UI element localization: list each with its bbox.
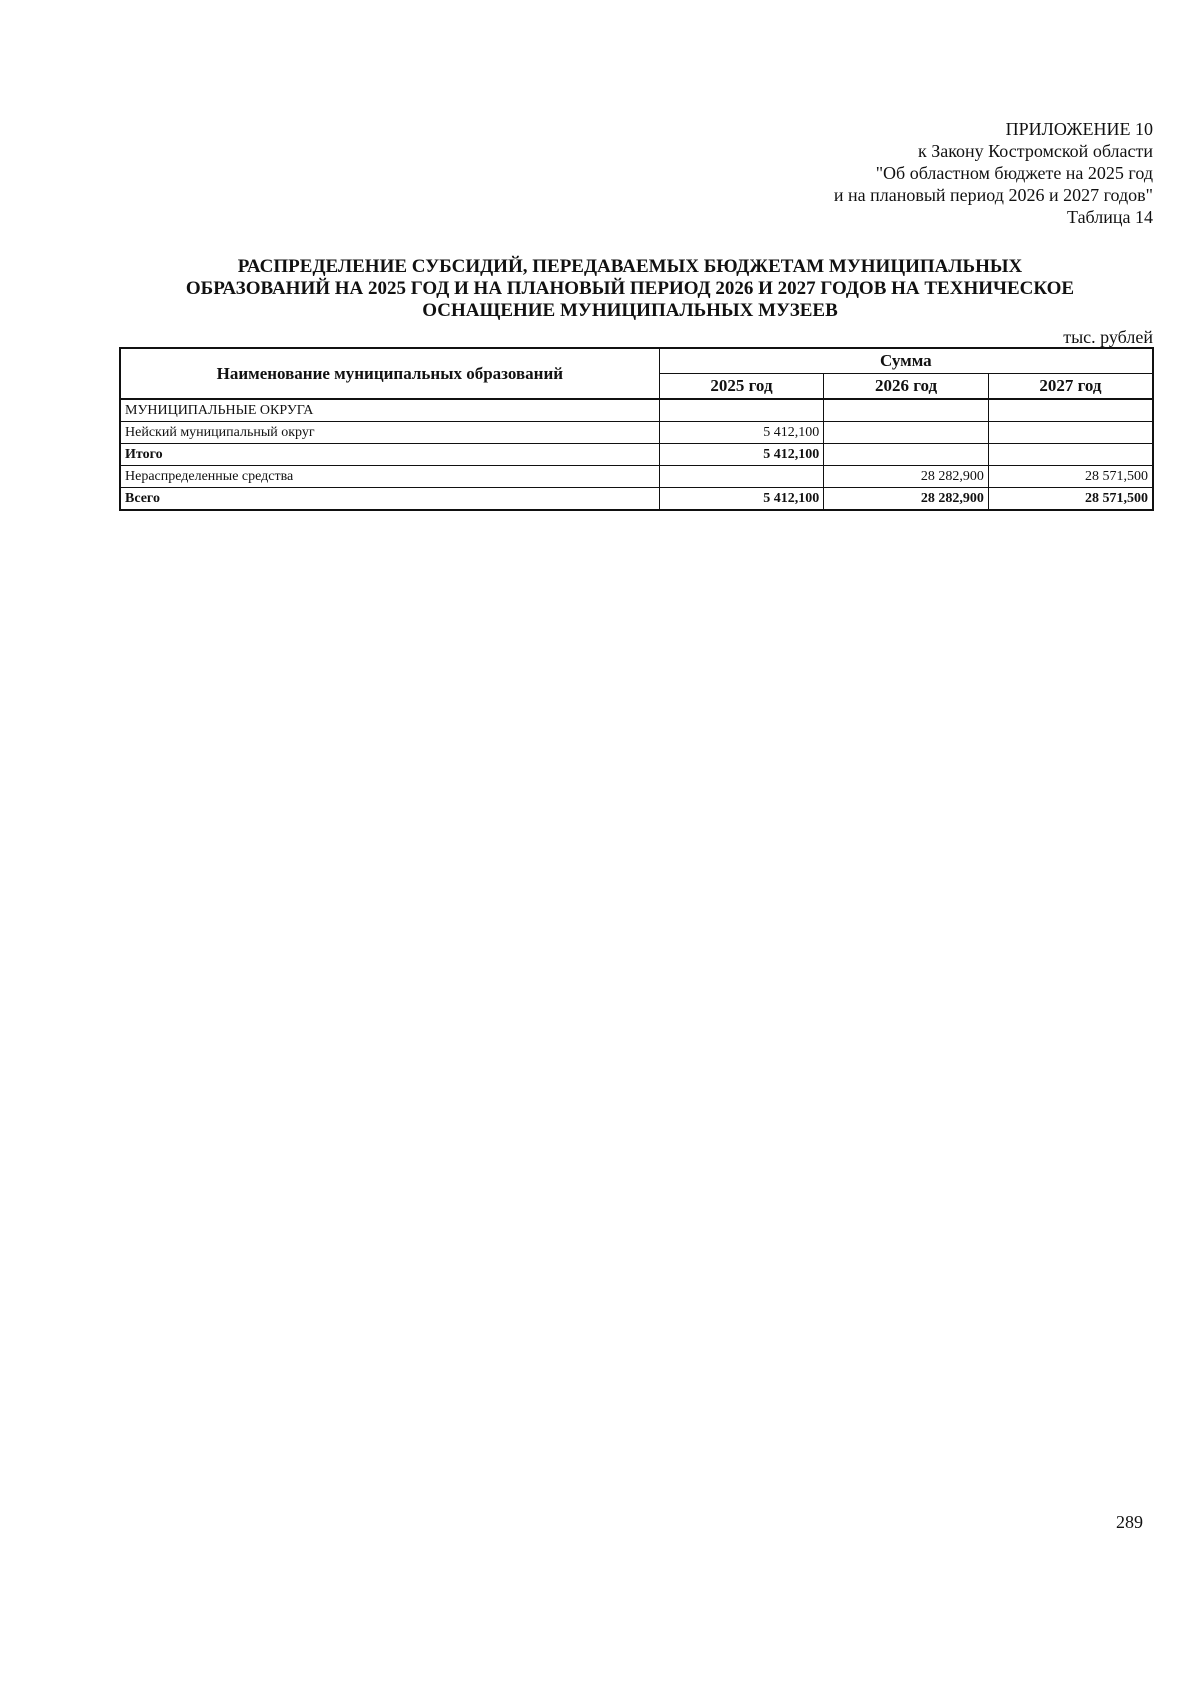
row-value-2027 xyxy=(988,399,1153,422)
row-name: Нейский муниципальный округ xyxy=(120,422,659,444)
table-row xyxy=(120,399,1153,422)
row-value-2026: 28 282,900 xyxy=(824,466,989,488)
appendix-law-title: "Об областном бюджете на 2025 год xyxy=(875,163,1153,183)
title-line-3: ОСНАЩЕНИЕ МУНИЦИПАЛЬНЫХ МУЗЕЕВ xyxy=(422,300,838,321)
table-row-subtotal xyxy=(120,444,1153,466)
appendix-table-number: Таблица 14 xyxy=(1067,207,1153,227)
row-name: Итого xyxy=(120,444,659,466)
title-line-1: РАСПРЕДЕЛЕНИЕ СУБСИДИЙ, ПЕРЕДАВАЕМЫХ БЮДЖЕТАМ МУНИЦИПАЛЬНЫХ xyxy=(237,256,1023,277)
row-value-2025: 5 412,100 xyxy=(659,488,824,511)
row-value-2026 xyxy=(824,444,989,466)
appendix-header xyxy=(834,118,1153,228)
appendix-number: ПРИЛОЖЕНИЕ 10 xyxy=(1005,119,1153,139)
title-line-2: ОБРАЗОВАНИЙ НА 2025 ГОД И НА ПЛАНОВЫЙ ПЕРИОД 2026 И 2027 ГОДОВ НА ТЕХНИЧЕСКОЕ xyxy=(185,278,1075,299)
row-value-2025 xyxy=(659,399,824,422)
name-column-header: Наименование муниципальных образований xyxy=(120,348,659,399)
row-value-2025: 5 412,100 xyxy=(659,422,824,444)
subsidy-table xyxy=(119,347,1154,511)
row-value-2026: 28 282,900 xyxy=(824,488,989,511)
row-value-2027: 28 571,500 xyxy=(988,466,1153,488)
year-2026-header: 2026 год xyxy=(824,374,989,400)
row-value-2027: 28 571,500 xyxy=(988,488,1153,511)
table-row-total xyxy=(120,488,1153,511)
table-header-row xyxy=(120,348,1153,374)
row-value-2025: 5 412,100 xyxy=(659,444,824,466)
row-name: Нераспределенные средства xyxy=(120,466,659,488)
row-name: Всего xyxy=(120,488,659,511)
units-label: тыс. рублей xyxy=(1063,327,1153,347)
row-value-2026 xyxy=(824,399,989,422)
appendix-law-period: и на плановый период 2026 и 2027 годов" xyxy=(833,185,1153,205)
appendix-law: к Закону Костромской области xyxy=(917,141,1153,161)
row-value-2027 xyxy=(988,444,1153,466)
table-row xyxy=(120,422,1153,444)
page-number: 289 xyxy=(1116,1512,1143,1532)
year-2025-header: 2025 год xyxy=(659,374,824,400)
year-2027-header: 2027 год xyxy=(988,374,1153,400)
sum-column-header: Сумма xyxy=(659,348,1153,374)
row-value-2026 xyxy=(824,422,989,444)
document-title xyxy=(130,256,1130,322)
row-value-2027 xyxy=(988,422,1153,444)
table-row xyxy=(120,466,1153,488)
row-name: МУНИЦИПАЛЬНЫЕ ОКРУГА xyxy=(120,399,659,422)
row-value-2025 xyxy=(659,466,824,488)
